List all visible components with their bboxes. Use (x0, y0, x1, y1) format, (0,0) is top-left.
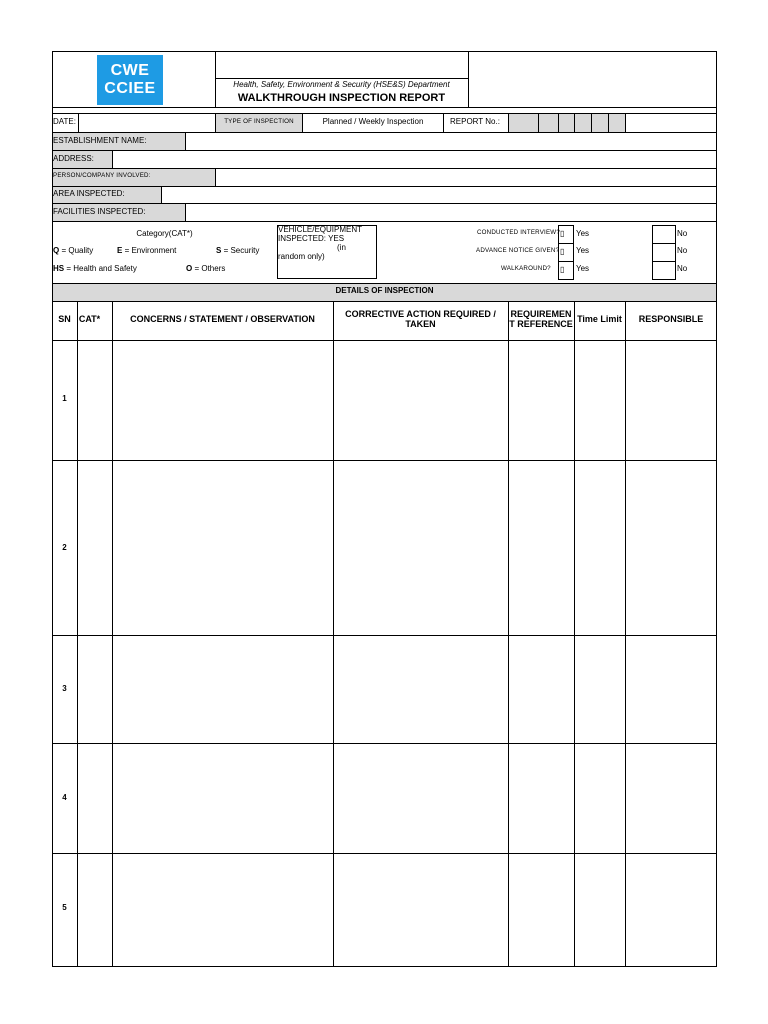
column-header-requirement-2: T REFERENCE (509, 319, 573, 329)
category-legend-title: Category(CAT*) (136, 229, 193, 238)
interview-no-label: No (677, 229, 688, 238)
vehicle-line-2: INSPECTED: YES (278, 234, 345, 243)
address-field[interactable] (113, 151, 716, 168)
category-e: E = Environment (117, 246, 177, 255)
column-header-corrective-1: CORRECTIVE ACTION REQUIRED / (345, 309, 496, 319)
column-header-requirement-1: REQUIREMEN (510, 309, 572, 319)
question-interview-label: CONDUCTED INTERVIEW? (477, 229, 560, 236)
question-walkaround-label: WALKAROUND? (501, 265, 551, 272)
logo-line-1: CWE (110, 62, 150, 79)
interview-no-box[interactable] (652, 225, 676, 244)
facilities-inspected-field[interactable] (186, 204, 716, 221)
question-advance-notice-label: ADVANCE NOTICE GIVEN? (476, 247, 560, 254)
column-header-concerns: CONCERNS / STATEMENT / OBSERVATION (130, 314, 315, 324)
row-sn: 4 (62, 793, 67, 802)
establishment-name-field[interactable] (186, 133, 716, 150)
address-label: ADDRESS: (53, 154, 94, 163)
column-header-time-limit: Time Limit (577, 314, 622, 324)
table-row[interactable] (52, 340, 717, 460)
category-hs: HS = Health and Safety (53, 264, 137, 273)
advance-notice-yes-checkbox[interactable]: ▯ (560, 247, 565, 256)
vehicle-line-3: (in (337, 243, 346, 252)
establishment-name-label: ESTABLISHMENT NAME: (53, 136, 147, 145)
category-s: S = Security (216, 246, 260, 255)
category-q: Q = Quality (53, 246, 94, 255)
vehicle-line-1: VEHICLE/EQUIPMENT (278, 225, 363, 234)
walkaround-no-label: No (677, 264, 688, 273)
interview-yes-checkbox[interactable]: ▯ (560, 229, 565, 238)
area-inspected-field[interactable] (162, 187, 716, 203)
walkaround-no-box[interactable] (652, 261, 676, 280)
interview-yes-label: Yes (576, 229, 590, 238)
table-row[interactable] (52, 853, 717, 967)
logo-line-2: CCIEE (104, 80, 156, 97)
walkaround-yes-checkbox[interactable]: ▯ (560, 265, 565, 274)
row-sn: 5 (62, 903, 67, 912)
row-sn: 1 (62, 394, 67, 403)
row-sn: 2 (62, 543, 67, 552)
table-row[interactable] (52, 460, 717, 635)
category-o: O = Others (186, 264, 226, 273)
area-inspected-label: AREA INSPECTED: (53, 189, 125, 198)
report-no-field[interactable] (509, 114, 717, 132)
company-logo (97, 55, 163, 105)
column-header-sn: SN (58, 314, 71, 324)
row-sn: 3 (62, 684, 67, 693)
advance-notice-no-label: No (677, 246, 688, 255)
department-name: Health, Safety, Environment & Security (HSE&S) Department (233, 80, 450, 89)
table-row[interactable] (52, 743, 717, 853)
advance-notice-no-box[interactable] (652, 243, 676, 262)
date-label: DATE: (53, 117, 76, 126)
person-company-field[interactable] (216, 169, 716, 186)
date-field[interactable] (79, 114, 215, 132)
report-no-label: REPORT No.: (450, 117, 500, 126)
vehicle-line-4: random only) (278, 252, 325, 261)
table-row[interactable] (52, 635, 717, 743)
column-header-corrective-2: TAKEN (405, 319, 436, 329)
column-header-cat: CAT* (78, 314, 101, 324)
walkaround-yes-label: Yes (576, 264, 590, 273)
type-of-inspection-value[interactable]: Planned / Weekly Inspection (322, 117, 424, 126)
facilities-inspected-label: FACILITIES INSPECTED: (53, 207, 146, 216)
details-of-inspection-title: DETAILS OF INSPECTION (335, 286, 434, 295)
report-title: WALKTHROUGH INSPECTION REPORT (237, 92, 446, 104)
column-header-responsible: RESPONSIBLE (638, 314, 704, 324)
person-company-label: PERSON/COMPANY INVOLVED: (53, 172, 151, 179)
advance-notice-yes-label: Yes (576, 246, 590, 255)
type-of-inspection-label: TYPE OF INSPECTION (224, 118, 294, 125)
